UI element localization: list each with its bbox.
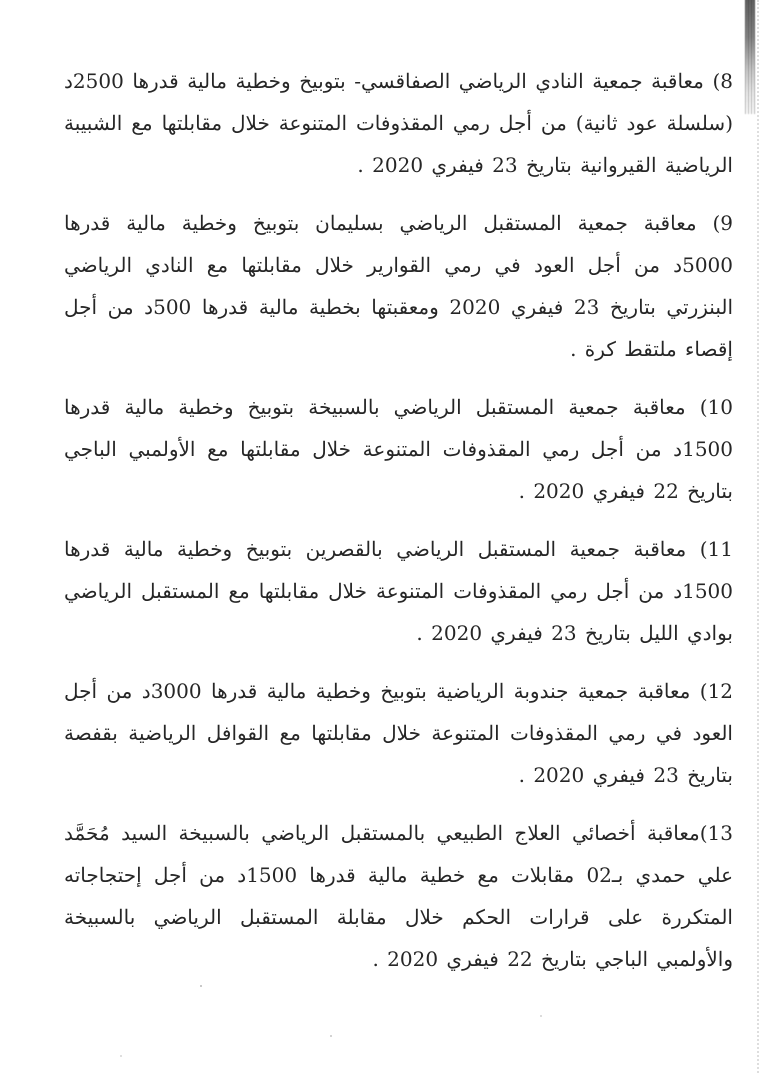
sanction-paragraph-11: 11) معاقبة جمعية المستقبل الرياضي بالقصرين بتوبيخ وخطية مالية قدرها 1500د من أجل رمي المقذوفات المتنوعة خلال مقابلتها مع المستقبل الرياضي بوادي الليل بتاريخ 23 فيفري 2020 . [64, 537, 734, 645]
document-text-block [64, 60, 733, 996]
sanction-paragraph-13: 13)معاقبة أخصائي العلاج الطبيعي بالمستقبل الرياضي بالسبيخة السيد مُحَمَّد علي حمدي بـ02 مقابلات مع خطية مالية قدرها 1500د من أجل إحتجاجاته المتكررة على قرارات الحكم خلال مقابلة المستقبل الرياضي بالسبيخة والأولمبي الباجي بتاريخ 22 فيفري 2020 . [64, 821, 734, 971]
page-edge-dots-artifact [757, 0, 759, 1073]
sanction-paragraph-9: 9) معاقبة جمعية المستقبل الرياضي بسليمان بتوبيخ وخطية مالية قدرها 5000د من أجل العود في رمي القوارير خلال مقابلتها مع النادي الرياضي البنزرتي بتاريخ 23 فيفري 2020 ومعقبتها بخطية مالية قدرها 500د من أجل إقصاء ملتقط كرة . [64, 211, 733, 361]
sanction-paragraph-10: 10) معاقبة جمعية المستقبل الرياضي بالسبيخة بتوبيخ وخطية مالية قدرها 1500د من أجل رمي المقذوفات المتنوعة خلال مقابلتها مع الأولمبي الباجي بتاريخ 22 فيفري 2020 . [64, 395, 733, 503]
scan-streak-artifact [745, 0, 755, 114]
sanction-paragraph-12: 12) معاقبة جمعية جندوبة الرياضية بتوبيخ وخطية مالية قدرها 3000د من أجل العود في رمي المقذوفات المتنوعة خلال مقابلتها مع القوافل الرياضية بقفصة بتاريخ 23 فيفري 2020 . [64, 679, 734, 787]
sanction-paragraph-8: 8) معاقبة جمعية النادي الرياضي الصفاقسي- بتوبيخ وخطية مالية قدرها 2500د (سلسلة عود ثانية) من أجل رمي المقذوفات المتنوعة خلال مقابلتها مع الشبيبة الرياضية القيروانية بتاريخ 23 فيفري 2020 . [64, 69, 733, 177]
